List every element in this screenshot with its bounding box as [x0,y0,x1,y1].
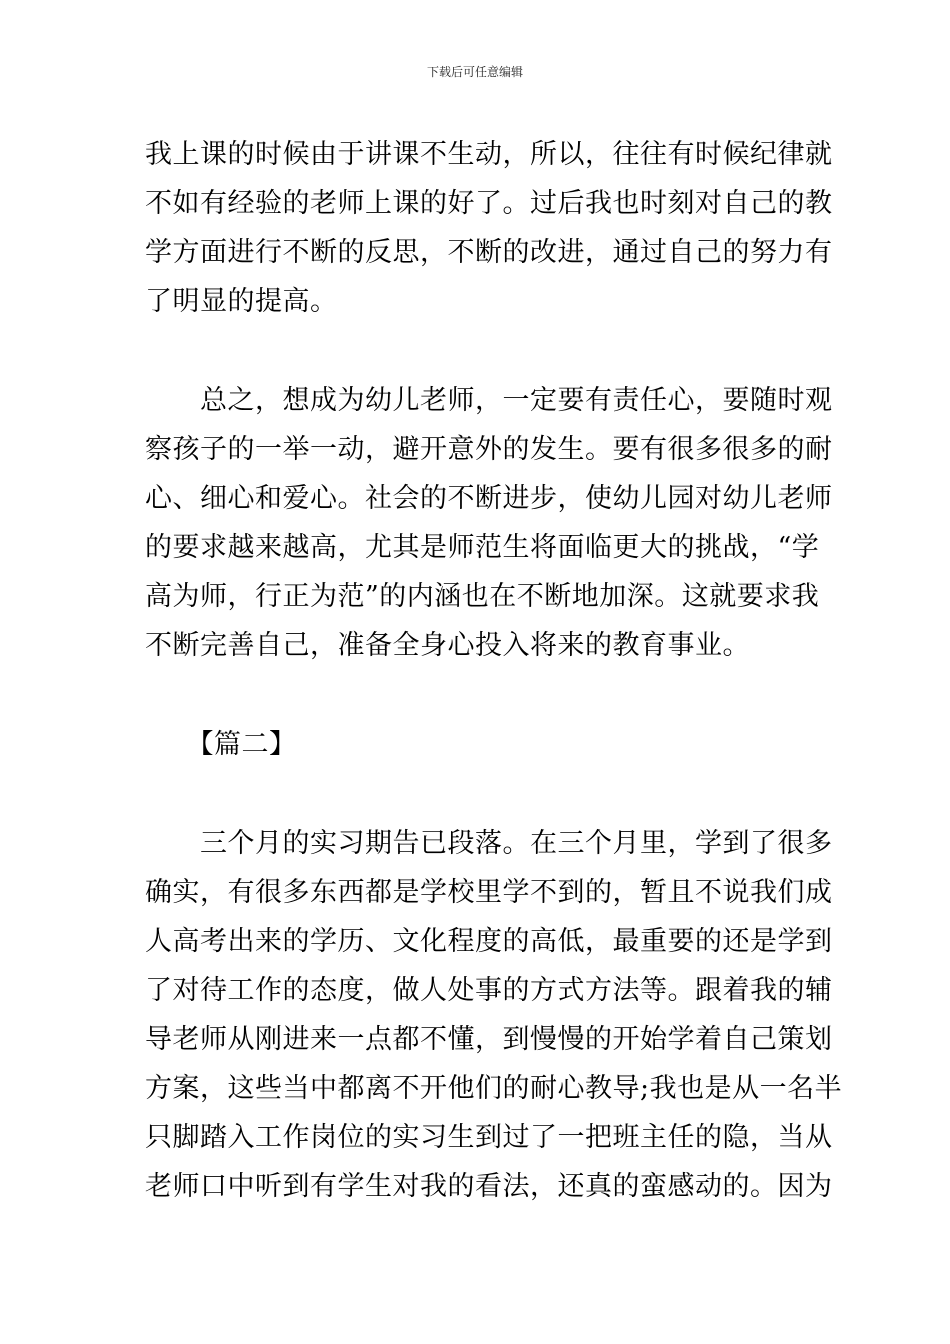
paragraph-gap [145,769,805,819]
text-line: 老师口中听到有学生对我的看法，还真的蛮感动的。因为 [145,1171,833,1202]
text-line: 不如有经验的老师上课的好了。过后我也时刻对自己的教 [145,188,833,219]
document-body [145,130,843,1211]
text-line: 察孩子的一举一动，避开意外的发生。要有很多很多的耐 [145,434,833,465]
text-line: 只脚踏入工作岗位的实习生到过了一把班主任的隐，当从 [145,1122,833,1153]
section-title: 【篇二】 [145,729,297,760]
text-line: 不断完善自己，准备全身心投入将来的教育事业。 [145,630,750,661]
text-line: 的要求越来越高，尤其是师范生将面临更大的挑战，“学 [145,532,820,563]
paragraph-1 [145,130,833,326]
section-heading [145,720,805,769]
text-line: 高为师，行正为范”的内涵也在不断地加深。这就要求我 [145,581,820,612]
text-line: 我上课的时候由于讲课不生动，所以，往往有时候纪律就 [145,139,833,170]
paragraph-3 [145,819,843,1211]
text-line: 总之，想成为幼儿老师，一定要有责任心，要随时观 [145,385,833,416]
paragraph-gap [145,670,805,720]
text-line: 了对待工作的态度，做人处事的方式方法等。跟着我的辅 [145,975,833,1006]
paragraph-2 [145,376,833,670]
text-line: 导老师从刚进来一点都不懂，到慢慢的开始学着自己策划 [145,1024,833,1055]
page-header: 下载后可任意编辑 [426,65,523,79]
text-line: 方案，这些当中都离不开他们的耐心教导;我也是从一名半 [145,1073,843,1104]
text-line: 人高考出来的学历、文化程度的高低，最重要的还是学到 [145,926,833,957]
text-line: 确实，有很多东西都是学校里学不到的，暂且不说我们成 [145,877,833,908]
text-line: 了明显的提高。 [145,286,338,317]
text-line: 心、细心和爱心。社会的不断进步，使幼儿园对幼儿老师 [145,483,833,514]
text-line: 三个月的实习期告已段落。在三个月里，学到了很多 [145,828,833,859]
text-line: 学方面进行不断的反思，不断的改进，通过自己的努力有 [145,237,833,268]
paragraph-gap [145,326,805,376]
